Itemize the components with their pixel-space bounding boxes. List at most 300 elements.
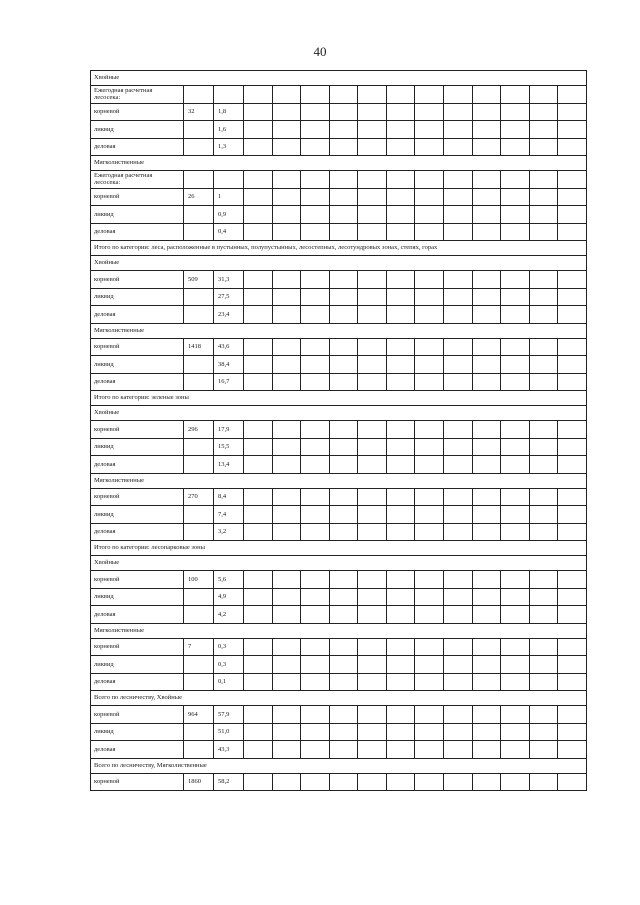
empty-cell xyxy=(529,606,558,624)
area-cell xyxy=(184,588,214,606)
volume-cell: 43,3 xyxy=(214,741,244,759)
volume-cell: 0,9 xyxy=(214,206,244,224)
empty-cell xyxy=(329,188,358,206)
empty-cell xyxy=(329,206,358,224)
empty-cell xyxy=(444,456,473,474)
volume-cell: 0,1 xyxy=(214,673,244,691)
empty-cell xyxy=(558,223,587,241)
empty-cell xyxy=(272,138,301,156)
section-header-row xyxy=(91,541,587,556)
volume-cell: 4,9 xyxy=(214,588,244,606)
empty-cell xyxy=(558,773,587,791)
volume-cell: 5,6 xyxy=(214,571,244,589)
empty-cell xyxy=(272,456,301,474)
row-label: ликвид xyxy=(91,723,184,741)
empty-cell xyxy=(472,206,501,224)
empty-cell xyxy=(529,138,558,156)
empty-cell xyxy=(558,373,587,391)
empty-cell xyxy=(415,271,444,289)
empty-cell xyxy=(472,588,501,606)
area-cell xyxy=(184,723,214,741)
area-cell: 1860 xyxy=(184,773,214,791)
table-row xyxy=(91,741,587,759)
empty-cell xyxy=(501,438,530,456)
empty-cell xyxy=(244,356,273,374)
empty-cell xyxy=(529,571,558,589)
empty-cell xyxy=(472,188,501,206)
empty-cell xyxy=(501,188,530,206)
volume-cell: 7,4 xyxy=(214,506,244,524)
area-cell: 509 xyxy=(184,271,214,289)
empty-cell xyxy=(472,356,501,374)
empty-cell xyxy=(472,338,501,356)
empty-cell xyxy=(244,338,273,356)
row-label: ликвид xyxy=(91,656,184,674)
empty-cell xyxy=(558,506,587,524)
area-cell: 32 xyxy=(184,103,214,121)
volume-cell: 58,2 xyxy=(214,773,244,791)
empty-cell xyxy=(472,571,501,589)
empty-cell xyxy=(501,138,530,156)
area-cell xyxy=(184,288,214,306)
empty-cell xyxy=(244,373,273,391)
empty-cell xyxy=(415,488,444,506)
empty-cell xyxy=(529,188,558,206)
empty-cell xyxy=(444,773,473,791)
empty-cell xyxy=(358,356,387,374)
empty-cell xyxy=(501,373,530,391)
empty-cell xyxy=(472,373,501,391)
empty-cell xyxy=(529,373,558,391)
empty-cell xyxy=(386,288,415,306)
empty-cell xyxy=(558,421,587,439)
empty-cell xyxy=(301,421,330,439)
empty-cell xyxy=(558,338,587,356)
empty-cell xyxy=(329,121,358,139)
volume-cell: 43,6 xyxy=(214,338,244,356)
empty-cell xyxy=(301,171,330,189)
row-label: корневой xyxy=(91,421,184,439)
empty-cell xyxy=(358,588,387,606)
empty-cell xyxy=(301,706,330,724)
section-header-row xyxy=(91,406,587,421)
empty-cell xyxy=(501,338,530,356)
empty-cell xyxy=(415,103,444,121)
row-label: корневой xyxy=(91,638,184,656)
row-label: корневой xyxy=(91,338,184,356)
empty-cell xyxy=(301,138,330,156)
empty-cell xyxy=(529,706,558,724)
empty-cell xyxy=(244,188,273,206)
empty-cell xyxy=(301,356,330,374)
empty-cell xyxy=(558,206,587,224)
table-row xyxy=(91,773,587,791)
empty-cell xyxy=(415,656,444,674)
empty-cell xyxy=(529,356,558,374)
empty-cell xyxy=(329,288,358,306)
empty-cell xyxy=(415,421,444,439)
empty-cell xyxy=(529,523,558,541)
empty-cell xyxy=(272,86,301,104)
empty-cell xyxy=(272,421,301,439)
empty-cell xyxy=(415,171,444,189)
row-label: корневой xyxy=(91,571,184,589)
empty-cell xyxy=(558,288,587,306)
empty-cell xyxy=(329,306,358,324)
empty-cell xyxy=(415,506,444,524)
empty-cell xyxy=(415,306,444,324)
table-row xyxy=(91,271,587,289)
row-label: Ежегодная расчетная лесосека: xyxy=(91,86,184,104)
empty-cell xyxy=(358,223,387,241)
empty-cell xyxy=(329,171,358,189)
empty-cell xyxy=(301,606,330,624)
empty-cell xyxy=(301,723,330,741)
section-header-label: Мягколиственные xyxy=(91,473,587,488)
empty-cell xyxy=(244,506,273,524)
empty-cell xyxy=(301,103,330,121)
empty-cell xyxy=(501,171,530,189)
area-cell xyxy=(184,356,214,374)
empty-cell xyxy=(301,373,330,391)
empty-cell xyxy=(301,488,330,506)
empty-cell xyxy=(415,438,444,456)
empty-cell xyxy=(244,171,273,189)
empty-cell xyxy=(272,271,301,289)
empty-cell xyxy=(329,488,358,506)
volume-cell: 1,3 xyxy=(214,138,244,156)
empty-cell xyxy=(472,741,501,759)
area-cell xyxy=(184,223,214,241)
empty-cell xyxy=(358,706,387,724)
row-label: ликвид xyxy=(91,288,184,306)
empty-cell xyxy=(272,206,301,224)
row-label: деловая xyxy=(91,373,184,391)
empty-cell xyxy=(415,86,444,104)
empty-cell xyxy=(501,271,530,289)
empty-cell xyxy=(272,523,301,541)
area-cell: 296 xyxy=(184,421,214,439)
empty-cell xyxy=(444,571,473,589)
empty-cell xyxy=(558,588,587,606)
volume-cell: 16,7 xyxy=(214,373,244,391)
empty-cell xyxy=(558,741,587,759)
section-header-label: Мягколиственные xyxy=(91,156,587,171)
table-row xyxy=(91,438,587,456)
empty-cell xyxy=(386,223,415,241)
area-cell xyxy=(184,138,214,156)
empty-cell xyxy=(329,223,358,241)
empty-cell xyxy=(386,723,415,741)
empty-cell xyxy=(358,206,387,224)
empty-cell xyxy=(558,138,587,156)
table-row xyxy=(91,606,587,624)
empty-cell xyxy=(415,223,444,241)
empty-cell xyxy=(244,523,273,541)
empty-cell xyxy=(501,421,530,439)
empty-cell xyxy=(529,338,558,356)
empty-cell xyxy=(272,223,301,241)
empty-cell xyxy=(272,723,301,741)
empty-cell xyxy=(386,706,415,724)
empty-cell xyxy=(472,723,501,741)
empty-cell xyxy=(301,223,330,241)
row-label: корневой xyxy=(91,271,184,289)
empty-cell xyxy=(472,86,501,104)
table-row xyxy=(91,121,587,139)
empty-cell xyxy=(329,673,358,691)
empty-cell xyxy=(272,773,301,791)
empty-cell xyxy=(444,438,473,456)
empty-cell xyxy=(358,638,387,656)
empty-cell xyxy=(386,656,415,674)
empty-cell xyxy=(358,121,387,139)
empty-cell xyxy=(301,271,330,289)
table-row xyxy=(91,138,587,156)
empty-cell xyxy=(415,121,444,139)
table-row xyxy=(91,421,587,439)
empty-cell xyxy=(472,673,501,691)
empty-cell xyxy=(386,171,415,189)
empty-cell xyxy=(501,223,530,241)
section-header-row xyxy=(91,391,587,406)
empty-cell xyxy=(244,488,273,506)
empty-cell xyxy=(358,171,387,189)
empty-cell xyxy=(358,571,387,589)
empty-cell xyxy=(386,673,415,691)
empty-cell xyxy=(358,656,387,674)
empty-cell xyxy=(444,741,473,759)
empty-cell xyxy=(444,356,473,374)
empty-cell xyxy=(501,571,530,589)
section-header-label: Итого по категории: лесопарковые зоны xyxy=(91,541,587,556)
empty-cell xyxy=(529,723,558,741)
empty-cell xyxy=(472,288,501,306)
table-row xyxy=(91,456,587,474)
empty-cell xyxy=(444,206,473,224)
empty-cell xyxy=(386,571,415,589)
row-label: ликвид xyxy=(91,588,184,606)
empty-cell xyxy=(244,638,273,656)
empty-cell xyxy=(472,438,501,456)
empty-cell xyxy=(415,206,444,224)
empty-cell xyxy=(244,121,273,139)
empty-cell xyxy=(329,438,358,456)
empty-cell xyxy=(529,421,558,439)
empty-cell xyxy=(301,338,330,356)
empty-cell xyxy=(529,223,558,241)
empty-cell xyxy=(501,523,530,541)
section-header-label: Хвойные xyxy=(91,256,587,271)
empty-cell xyxy=(558,86,587,104)
empty-cell xyxy=(501,488,530,506)
empty-cell xyxy=(244,271,273,289)
empty-cell xyxy=(386,506,415,524)
empty-cell xyxy=(244,606,273,624)
table-row xyxy=(91,373,587,391)
empty-cell xyxy=(529,506,558,524)
empty-cell xyxy=(558,656,587,674)
volume-cell xyxy=(214,171,244,189)
empty-cell xyxy=(301,588,330,606)
empty-cell xyxy=(415,288,444,306)
empty-cell xyxy=(358,288,387,306)
empty-cell xyxy=(415,606,444,624)
empty-cell xyxy=(301,456,330,474)
empty-cell xyxy=(501,656,530,674)
volume-cell: 17,9 xyxy=(214,421,244,439)
empty-cell xyxy=(301,638,330,656)
empty-cell xyxy=(358,741,387,759)
table-row xyxy=(91,588,587,606)
empty-cell xyxy=(558,188,587,206)
volume-cell: 0,4 xyxy=(214,223,244,241)
row-label: деловая xyxy=(91,223,184,241)
volume-cell: 1 xyxy=(214,188,244,206)
empty-cell xyxy=(386,306,415,324)
empty-cell xyxy=(386,121,415,139)
empty-cell xyxy=(301,206,330,224)
empty-cell xyxy=(444,121,473,139)
volume-cell: 1,8 xyxy=(214,103,244,121)
section-header-row xyxy=(91,556,587,571)
row-label: ликвид xyxy=(91,356,184,374)
empty-cell xyxy=(329,421,358,439)
empty-cell xyxy=(444,723,473,741)
empty-cell xyxy=(529,638,558,656)
empty-cell xyxy=(472,656,501,674)
empty-cell xyxy=(444,138,473,156)
empty-cell xyxy=(558,438,587,456)
empty-cell xyxy=(272,356,301,374)
volume-cell: 13,4 xyxy=(214,456,244,474)
empty-cell xyxy=(386,188,415,206)
empty-cell xyxy=(244,773,273,791)
section-header-label: Мягколиственные xyxy=(91,323,587,338)
empty-cell xyxy=(272,606,301,624)
area-cell xyxy=(184,306,214,324)
empty-cell xyxy=(329,138,358,156)
empty-cell xyxy=(472,773,501,791)
area-cell: 270 xyxy=(184,488,214,506)
volume-cell: 27,5 xyxy=(214,288,244,306)
area-cell xyxy=(184,206,214,224)
table-row xyxy=(91,288,587,306)
empty-cell xyxy=(558,723,587,741)
empty-cell xyxy=(329,506,358,524)
empty-cell xyxy=(386,356,415,374)
area-cell xyxy=(184,673,214,691)
empty-cell xyxy=(386,438,415,456)
empty-cell xyxy=(301,306,330,324)
empty-cell xyxy=(501,288,530,306)
empty-cell xyxy=(301,438,330,456)
row-label: корневой xyxy=(91,706,184,724)
row-label: деловая xyxy=(91,456,184,474)
section-header-row xyxy=(91,241,587,256)
empty-cell xyxy=(472,223,501,241)
empty-cell xyxy=(329,723,358,741)
empty-cell xyxy=(501,706,530,724)
volume-cell: 3,2 xyxy=(214,523,244,541)
empty-cell xyxy=(272,373,301,391)
empty-cell xyxy=(272,103,301,121)
area-cell xyxy=(184,86,214,104)
empty-cell xyxy=(415,706,444,724)
section-header-label: Хвойные xyxy=(91,556,587,571)
empty-cell xyxy=(472,271,501,289)
empty-cell xyxy=(358,373,387,391)
empty-cell xyxy=(529,773,558,791)
empty-cell xyxy=(329,456,358,474)
empty-cell xyxy=(415,741,444,759)
empty-cell xyxy=(272,706,301,724)
table-row xyxy=(91,488,587,506)
empty-cell xyxy=(272,506,301,524)
empty-cell xyxy=(558,121,587,139)
empty-cell xyxy=(415,523,444,541)
empty-cell xyxy=(444,171,473,189)
empty-cell xyxy=(386,773,415,791)
empty-cell xyxy=(244,138,273,156)
volume-cell: 38,4 xyxy=(214,356,244,374)
empty-cell xyxy=(501,741,530,759)
empty-cell xyxy=(244,571,273,589)
volume-cell: 0,3 xyxy=(214,656,244,674)
empty-cell xyxy=(244,588,273,606)
empty-cell xyxy=(329,271,358,289)
empty-cell xyxy=(386,373,415,391)
empty-cell xyxy=(386,606,415,624)
empty-cell xyxy=(301,288,330,306)
empty-cell xyxy=(415,138,444,156)
volume-cell: 4,2 xyxy=(214,606,244,624)
area-cell: 100 xyxy=(184,571,214,589)
empty-cell xyxy=(386,206,415,224)
empty-cell xyxy=(501,673,530,691)
empty-cell xyxy=(272,438,301,456)
empty-cell xyxy=(272,673,301,691)
empty-cell xyxy=(329,373,358,391)
empty-cell xyxy=(415,356,444,374)
empty-cell xyxy=(244,438,273,456)
empty-cell xyxy=(415,373,444,391)
empty-cell xyxy=(415,673,444,691)
row-label: корневой xyxy=(91,488,184,506)
area-cell: 1418 xyxy=(184,338,214,356)
volume-cell: 0,3 xyxy=(214,638,244,656)
empty-cell xyxy=(358,86,387,104)
area-cell xyxy=(184,523,214,541)
empty-cell xyxy=(358,723,387,741)
empty-cell xyxy=(386,86,415,104)
row-label: деловая xyxy=(91,306,184,324)
empty-cell xyxy=(558,638,587,656)
table-row xyxy=(91,306,587,324)
empty-cell xyxy=(558,523,587,541)
empty-cell xyxy=(358,488,387,506)
empty-cell xyxy=(529,86,558,104)
empty-cell xyxy=(501,306,530,324)
empty-cell xyxy=(244,86,273,104)
table-row xyxy=(91,338,587,356)
empty-cell xyxy=(386,271,415,289)
empty-cell xyxy=(472,306,501,324)
table-row xyxy=(91,223,587,241)
empty-cell xyxy=(558,571,587,589)
empty-cell xyxy=(529,588,558,606)
row-label: ликвид xyxy=(91,206,184,224)
